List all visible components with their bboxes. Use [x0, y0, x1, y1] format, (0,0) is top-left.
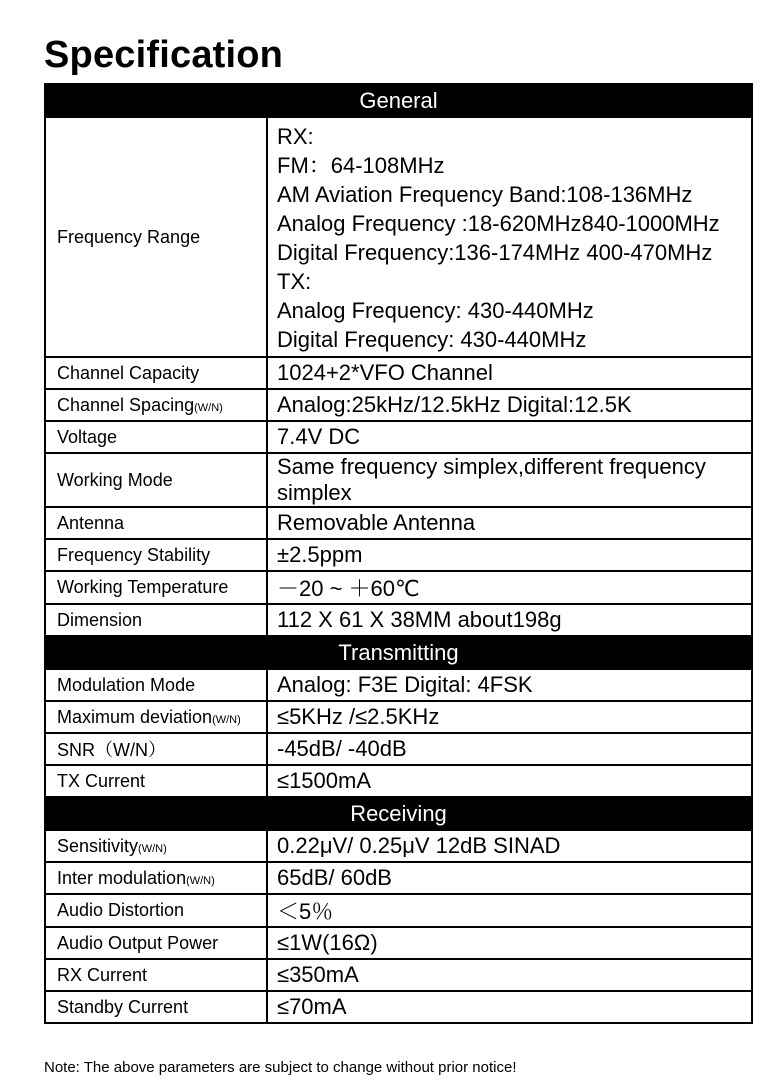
spec-label: Frequency Range: [45, 117, 267, 357]
spec-value: 65dB/ 60dB: [267, 862, 752, 894]
spec-label: Antenna: [45, 507, 267, 539]
freq-line: Digital Frequency:136-174MHz 400-470MHz: [277, 240, 713, 265]
freq-line: AM Aviation Frequency Band:108-136MHz: [277, 182, 693, 207]
spec-label: TX Current: [45, 765, 267, 797]
freq-line: TX:: [277, 269, 312, 294]
section-header-receiving: Receiving: [45, 797, 752, 830]
spec-label: Voltage: [45, 421, 267, 453]
spec-label-text: Channel Spacing: [57, 394, 195, 415]
spec-value: -45dB/ -40dB: [267, 733, 752, 765]
spec-value: ≤1500mA: [267, 765, 752, 797]
spec-label-text: Maximum deviation: [57, 706, 213, 727]
spec-label: Working Temperature: [45, 571, 267, 604]
section-general: [45, 84, 752, 117]
spec-row-channel-capacity: [45, 357, 752, 389]
spec-value: ≤1W(16Ω): [267, 927, 752, 959]
spec-label-suffix: (W/N): [138, 842, 167, 855]
spec-row-dimension: [45, 604, 752, 636]
spec-label: Channel Capacity: [45, 357, 267, 389]
spec-row-frequency-range: [45, 117, 752, 357]
spec-value: ±2.5ppm: [267, 539, 752, 571]
spec-row-working-mode: [45, 453, 752, 507]
spec-row-channel-spacing: [45, 389, 752, 421]
spec-value: ≤350mA: [267, 959, 752, 991]
spec-row-tx-current: [45, 765, 752, 797]
spec-value: Same frequency simplex,different frequency simplex: [267, 453, 752, 507]
spec-value: ≤5KHz /≤2.5KHz: [267, 701, 752, 733]
spec-value-frequency-range: [267, 117, 752, 357]
spec-row-frequency-stability: [45, 539, 752, 571]
freq-line: Analog Frequency: 430-440MHz: [277, 298, 594, 323]
freq-line: Digital Frequency: 430-440MHz: [277, 327, 587, 352]
spec-label-suffix: (W/N): [186, 874, 215, 887]
spec-label-text: Inter modulation: [57, 867, 187, 888]
spec-label: RX Current: [45, 959, 267, 991]
spec-label-text: Sensitivity: [57, 835, 139, 856]
spec-label: Modulation Mode: [45, 669, 267, 701]
spec-row-maximum-deviation: [45, 701, 752, 733]
footnote: Note: The above parameters are subject to change without prior notice!: [44, 1059, 517, 1076]
spec-row-inter-modulation: [45, 862, 752, 894]
spec-label: Audio Output Power: [45, 927, 267, 959]
section-header-transmitting: Transmitting: [45, 636, 752, 669]
spec-label: SNR（W/N）: [45, 733, 267, 765]
spec-row-snr: [45, 733, 752, 765]
spec-label: Audio Distortion: [45, 894, 267, 927]
section-header-general: General: [45, 84, 752, 117]
spec-value: Analog:25kHz/12.5kHz Digital:12.5K: [267, 389, 752, 421]
spec-value: 7.4V DC: [267, 421, 752, 453]
spec-label: [45, 701, 267, 733]
spec-value: Analog: F3E Digital: 4FSK: [267, 669, 752, 701]
spec-label: Standby Current: [45, 991, 267, 1023]
page-title: Specification: [44, 34, 284, 76]
spec-value: ＜5％: [267, 894, 752, 927]
spec-label: Dimension: [45, 604, 267, 636]
spec-label: Frequency Stability: [45, 539, 267, 571]
spec-row-working-temperature: [45, 571, 752, 604]
spec-value: 1024+2*VFO Channel: [267, 357, 752, 389]
spec-label: [45, 389, 267, 421]
freq-line: Analog Frequency :18-620MHz840-1000MHz: [277, 211, 720, 236]
spec-row-sensitivity: [45, 830, 752, 862]
spec-row-voltage: [45, 421, 752, 453]
spec-label-suffix: (W/N): [194, 401, 223, 414]
spec-row-antenna: [45, 507, 752, 539]
spec-row-audio-distortion: [45, 894, 752, 927]
spec-value: －20 ~ ＋60℃: [267, 571, 752, 604]
spec-label-suffix: (W/N): [212, 713, 241, 726]
spec-value: Removable Antenna: [267, 507, 752, 539]
spec-value: ≤70mA: [267, 991, 752, 1023]
spec-label: [45, 830, 267, 862]
spec-row-audio-output-power: [45, 927, 752, 959]
spec-value: 112 X 61 X 38MM about198g: [267, 604, 752, 636]
spec-row-modulation-mode: [45, 669, 752, 701]
spec-row-rx-current: [45, 959, 752, 991]
spec-label: Working Mode: [45, 453, 267, 507]
section-transmitting: [45, 636, 752, 669]
spec-row-standby-current: [45, 991, 752, 1023]
spec-table: [44, 83, 753, 1024]
spec-value: 0.22μV/ 0.25μV 12dB SINAD: [267, 830, 752, 862]
freq-line: RX:: [277, 124, 314, 149]
section-receiving: [45, 797, 752, 830]
freq-line: FM：64-108MHz: [277, 153, 445, 178]
spec-label: [45, 862, 267, 894]
